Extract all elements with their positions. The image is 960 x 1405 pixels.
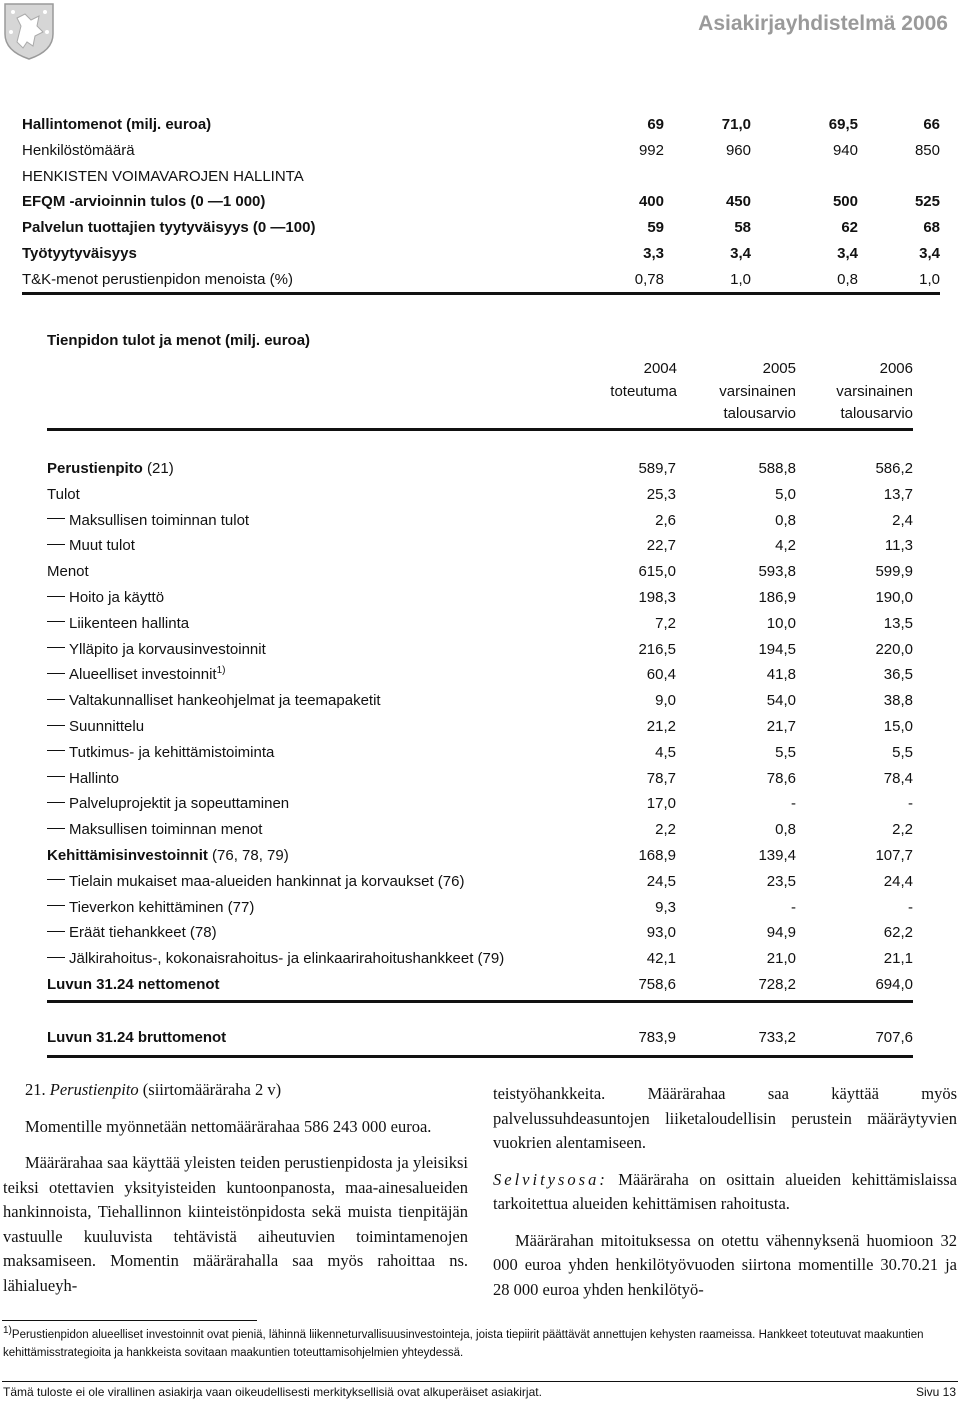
row-label — [47, 585, 164, 611]
dash-marker — [47, 673, 65, 674]
row-label-text: Ylläpito ja korvausinvestoinnit — [69, 640, 266, 658]
table-row — [47, 508, 913, 534]
row-label — [47, 946, 504, 972]
cell-value: 93,0 — [646, 924, 676, 942]
section-subtitle: (siirtomääräraha 2 v) — [142, 1080, 282, 1099]
row-label — [47, 559, 89, 585]
cell-value: 78,7 — [646, 769, 676, 787]
row-label-text: Maksullisen toiminnan tulot — [69, 511, 250, 529]
cell-value: - — [908, 898, 913, 916]
row-label — [47, 740, 274, 766]
cell-value: 615,0 — [638, 563, 676, 581]
row-label-text: Hallinto — [69, 769, 120, 787]
cell-value: 0,8 — [837, 270, 858, 288]
cell-value: 21,7 — [766, 717, 796, 735]
cell-value: 586,2 — [875, 460, 913, 477]
table-row — [22, 164, 940, 190]
footnote — [3, 1326, 953, 1362]
cell-value: 69,5 — [828, 116, 858, 133]
table-row — [47, 946, 913, 972]
paragraph: Momentille myönnetään nettomäärärahaa 586 243 000 euroa. — [25, 1116, 432, 1136]
row-label-text: Tielain mukaiset maa-alueiden hankinnat ja korvaukset (76) — [69, 872, 465, 890]
cell-value: 707,6 — [875, 1029, 913, 1046]
cell-value: 783,9 — [638, 1029, 676, 1046]
row-label-text: Tieverkon kehittäminen (77) — [69, 898, 255, 916]
right-text-column — [493, 1082, 957, 1302]
cell-value: 190,0 — [875, 588, 913, 606]
cell-value: 599,9 — [875, 563, 913, 581]
cell-value: - — [791, 898, 796, 916]
row-label — [47, 611, 189, 637]
cell-value: 728,2 — [758, 975, 796, 993]
cell-value: 23,5 — [766, 872, 796, 890]
cell-value: 13,7 — [883, 485, 913, 503]
table-row — [22, 241, 940, 267]
header-rule — [47, 428, 913, 431]
footnote-text: Perustienpidon alueelliset investoinnit ovat pieniä, lähinnä liikenneturvallisuusinvestointeja, joista tiepiirit päättävät annettujen kehysten raameissa. Hankkeet toteutuvat maakuntien kehittämisstrategioita ja hankkeista sovitaan maakuntien toteuttamisohjelmien yhteydessä. — [3, 1329, 924, 1359]
footnote-rule — [2, 1320, 257, 1321]
table-row — [47, 456, 913, 482]
page-number: Sivu 13 — [915, 1385, 956, 1399]
row-label-text: Liikenteen hallinta — [69, 614, 190, 632]
lion-coat-of-arms-icon — [3, 2, 55, 60]
budget-table — [47, 456, 913, 998]
footer-disclaimer: Tämä tuloste ei ole virallinen asiakirja vaan oikeudellisesti merkityksellisiä ovat alkuperäiset asiakirjat. — [3, 1385, 542, 1399]
cell-value: 525 — [914, 193, 940, 211]
cell-value: 69 — [647, 116, 664, 133]
section-title: Perustienpito — [49, 1080, 139, 1099]
cell-value: 10,0 — [766, 614, 796, 632]
table-row — [47, 740, 913, 766]
cell-value: 62 — [841, 219, 858, 237]
cell-value: 733,2 — [758, 1029, 796, 1046]
row-label-text: Tulot — [47, 485, 80, 503]
netto-rule — [47, 1000, 913, 1003]
indicator-table — [22, 112, 940, 293]
row-label-text: Luvun 31.24 nettomenot — [47, 975, 220, 993]
row-label — [47, 456, 174, 482]
dash-marker — [47, 957, 65, 958]
cell-value: 36,5 — [883, 666, 913, 684]
row-label: Työtyytyväisyys — [22, 244, 137, 262]
cell-value: 15,0 — [883, 717, 913, 735]
cell-value: 4,2 — [775, 537, 796, 555]
dash-marker — [47, 621, 65, 622]
table-row — [22, 112, 940, 138]
cell-value: 4,5 — [655, 743, 676, 761]
left-text-column — [3, 1078, 468, 1298]
cell-value: 1,0 — [730, 270, 751, 288]
row-label-text: Perustienpito — [47, 460, 143, 477]
dash-marker — [47, 647, 65, 648]
cell-value: 25,3 — [646, 485, 676, 503]
document-title: Asiakirjayhdistelmä 2006 — [698, 12, 948, 35]
dash-marker — [47, 544, 65, 545]
row-label: HENKISTEN VOIMAVAROJEN HALLINTA — [22, 167, 304, 185]
dash-marker — [47, 750, 65, 751]
dash-marker — [47, 699, 65, 700]
dash-marker — [47, 802, 65, 803]
table-row — [22, 267, 940, 293]
cell-value: 13,5 — [883, 614, 913, 632]
table-row — [22, 138, 940, 164]
cell-value: 589,7 — [638, 460, 676, 477]
cell-value: 220,0 — [875, 640, 913, 658]
cell-value: 54,0 — [766, 692, 796, 710]
row-label-text: Eräät tiehankkeet (78) — [69, 924, 217, 942]
row-label: T&K-menot perustienpidon menoista (%) — [22, 270, 293, 288]
table-row — [47, 714, 913, 740]
cell-value: 41,8 — [766, 666, 796, 684]
row-label-text: Suunnittelu — [69, 717, 145, 735]
cell-value: 593,8 — [758, 563, 796, 581]
cell-value: 1,0 — [919, 270, 940, 288]
cell-value: 68 — [923, 219, 940, 237]
dash-marker — [47, 596, 65, 597]
row-label: Henkilöstömäärä — [22, 141, 135, 159]
cell-value: 9,0 — [655, 692, 676, 710]
table-row — [22, 189, 940, 215]
row-label — [47, 637, 266, 663]
cell-value: 24,5 — [646, 872, 676, 890]
cell-value: 11,3 — [884, 537, 913, 555]
table-row — [47, 869, 913, 895]
section-number: 21. — [25, 1080, 46, 1099]
label-selvitysosa: Selvitysosa: — [493, 1169, 608, 1189]
cell-value: 21,0 — [766, 950, 796, 968]
row-label-text: Menot — [47, 563, 89, 581]
cell-value: 38,8 — [883, 692, 913, 710]
dash-marker — [47, 776, 65, 777]
table-row — [47, 662, 913, 688]
row-label — [47, 714, 144, 740]
cell-value: 42,1 — [646, 950, 676, 968]
brutto-row — [47, 1026, 913, 1050]
cell-value: 78,6 — [766, 769, 796, 787]
row-label — [47, 766, 119, 792]
column-header-2006 — [836, 358, 913, 426]
table-row — [47, 920, 913, 946]
dash-marker — [47, 828, 65, 829]
paragraph: teistyöhankkeita. Määrärahaa saa käyttää myös palvelussuhdeasuntojen liiketaloudellisin perustein määräytyvien vuokrien alentamiseen. — [493, 1084, 957, 1152]
cell-value: 5,5 — [775, 743, 796, 761]
footnote-mark: 1) — [3, 1325, 12, 1337]
dash-marker — [47, 518, 65, 519]
row-label-text: Muut tulot — [69, 537, 135, 555]
brutto-rule — [47, 1055, 913, 1058]
cell-value: 5,0 — [775, 485, 796, 503]
cell-value: 216,5 — [638, 640, 676, 658]
paragraph: Määrärahaa saa käyttää yleisten teiden perustienpidosta ja yleisiksi teiksi otettavien yksityisteiden kuntoonpanosta, maa-ainesalueiden hankinnoista, Tiehallinnon kiinteistönpidosta sekä muista tienpitäjän vastuulle kuuluvista tehtävistä aiheutuvien toimintamenojen maksamiseen. Momentin määrärahalla saa myös rahoittaa ns. lähialueyh- — [3, 1153, 468, 1295]
cell-value: 2,2 — [655, 821, 676, 839]
cell-value: 59 — [647, 219, 664, 237]
row-label — [47, 972, 220, 998]
cell-value: 107,7 — [875, 846, 913, 864]
table-row — [47, 611, 913, 637]
cell-value: - — [791, 795, 796, 813]
header-line: talousarvio — [840, 405, 913, 422]
cell-value: 0,8 — [775, 511, 796, 529]
table-row — [47, 895, 913, 921]
header-line: 2005 — [762, 360, 796, 377]
cell-value: 960 — [725, 141, 751, 159]
footer-rule — [2, 1381, 958, 1382]
cell-value: 62,2 — [883, 924, 913, 942]
row-label-suffix: (76, 78, 79) — [207, 846, 289, 864]
cell-value: 66 — [923, 116, 940, 133]
cell-value: 139,4 — [758, 846, 796, 864]
row-label: EFQM -arvioinnin tulos (0 —1 000) — [22, 193, 266, 211]
cell-value: 758,6 — [638, 975, 676, 993]
cell-value: 9,3 — [655, 898, 676, 916]
row-label: Luvun 31.24 bruttomenot — [47, 1029, 227, 1046]
cell-value: 21,2 — [646, 717, 676, 735]
row-label — [47, 895, 254, 921]
column-header-2005 — [719, 358, 796, 426]
row-label — [47, 869, 465, 895]
table-title: Tienpidon tulot ja menot (milj. euroa) — [47, 332, 311, 349]
cell-value: 400 — [638, 193, 664, 211]
header-line: varsinainen — [719, 382, 796, 400]
row-label-text: Kehittämisinvestoinnit — [47, 846, 208, 864]
cell-value: 58 — [734, 219, 751, 237]
row-label — [47, 920, 217, 946]
dash-marker — [47, 725, 65, 726]
cell-value: 0,8 — [775, 821, 796, 839]
cell-value: 60,4 — [646, 666, 676, 684]
cell-value: 7,2 — [655, 614, 676, 632]
cell-value: 3,4 — [919, 244, 940, 262]
table-row — [47, 972, 913, 998]
table-row — [22, 215, 940, 241]
cell-value: 940 — [832, 141, 858, 159]
row-label — [47, 843, 289, 869]
row-label — [47, 791, 289, 817]
row-label-text: Palveluprojektit ja sopeuttaminen — [69, 795, 290, 813]
row-label: Palvelun tuottajien tyytyväisyys (0 —100) — [22, 219, 316, 237]
cell-value: 94,9 — [766, 924, 796, 942]
cell-value: 186,9 — [758, 588, 796, 606]
table-row — [47, 533, 913, 559]
table-row — [47, 585, 913, 611]
paragraph — [493, 1168, 957, 1217]
paragraph: Määrärahan mitoituksessa on otettu vähennyksenä huomioon 32 000 euroa yhden henkilötyövuoden siirtona momentille 30.70.21 ja 28 000 euroa yhden henkilötyö- — [493, 1230, 957, 1299]
cell-value: 2,2 — [892, 821, 913, 839]
cell-value: 21,1 — [883, 950, 913, 968]
cell-value: 3,4 — [837, 244, 858, 262]
cell-value: 24,4 — [883, 872, 913, 890]
row-label-text: Alueelliset investoinnit — [69, 666, 217, 684]
cell-value: 194,5 — [758, 640, 796, 658]
cell-value: 22,7 — [646, 537, 676, 555]
table-row — [47, 791, 913, 817]
cell-value: 588,8 — [758, 460, 796, 477]
cell-value: 694,0 — [875, 975, 913, 993]
cell-value: 168,9 — [638, 846, 676, 864]
table-rule — [22, 292, 940, 295]
cell-value: 78,4 — [883, 769, 913, 787]
cell-value: 198,3 — [638, 588, 676, 606]
row-label-text: Tutkimus- ja kehittämistoiminta — [69, 743, 275, 761]
cell-value: 3,4 — [730, 244, 751, 262]
cell-value: 3,3 — [643, 244, 664, 262]
table-row — [47, 843, 913, 869]
cell-value: 71,0 — [721, 116, 751, 133]
footnote-ref: 1) — [216, 665, 226, 677]
cell-value: - — [908, 795, 913, 813]
row-label — [47, 688, 381, 714]
table-row — [47, 766, 913, 792]
row-label-text: Maksullisen toiminnan menot — [69, 821, 263, 839]
table-row — [47, 817, 913, 843]
cell-value: 500 — [832, 193, 858, 211]
dash-marker — [47, 879, 65, 880]
cell-value: 2,4 — [892, 511, 913, 529]
row-label — [47, 533, 135, 559]
cell-value: 850 — [914, 141, 940, 159]
section-heading — [3, 1078, 468, 1103]
dash-marker — [47, 905, 65, 906]
header-line: toteutuma — [610, 382, 677, 400]
cell-value: 17,0 — [646, 795, 676, 813]
row-label — [47, 508, 249, 534]
cell-value: 992 — [638, 141, 664, 159]
column-header-2004 — [610, 358, 677, 403]
row-label-suffix: (21) — [142, 460, 174, 477]
header-line: varsinainen — [836, 382, 913, 400]
cell-value: 450 — [725, 193, 751, 211]
row-label-text: Jälkirahoitus-, kokonaisrahoitus- ja elinkaarirahoitushankkeet (79) — [69, 950, 505, 968]
paragraph-text: Määräraha on osittain alueiden kehittämislaissa tarkoitettua alueiden kehittämisen rahoitusta. — [493, 1169, 957, 1213]
cell-value: 5,5 — [892, 743, 913, 761]
row-label — [47, 482, 80, 508]
table-row — [47, 637, 913, 663]
header-line: 2004 — [643, 360, 677, 377]
row-label-text: Valtakunnalliset hankeohjelmat ja teemapaketit — [69, 692, 381, 710]
cell-value: 0,78 — [634, 270, 664, 288]
cell-value: 2,6 — [655, 511, 676, 529]
dash-marker — [47, 931, 65, 932]
header-line: talousarvio — [723, 405, 796, 422]
row-label — [47, 817, 262, 843]
table-row — [47, 559, 913, 585]
row-label-text: Hoito ja käyttö — [69, 588, 165, 606]
table-row — [47, 688, 913, 714]
row-label: Hallintomenot (milj. euroa) — [22, 116, 212, 133]
header-line: 2006 — [879, 360, 913, 377]
table-row — [47, 482, 913, 508]
row-label — [47, 662, 226, 688]
